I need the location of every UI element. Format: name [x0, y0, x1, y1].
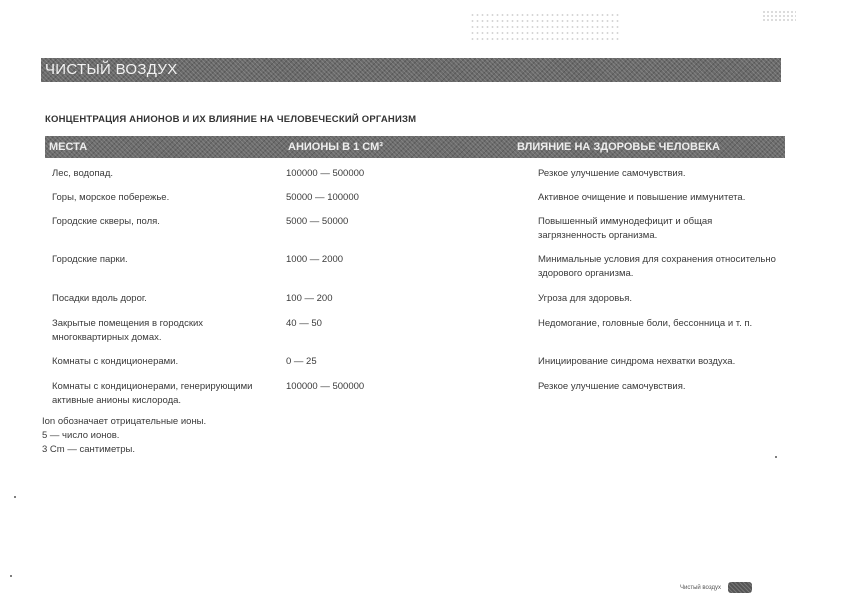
cell-place: Городские парки. — [52, 254, 128, 265]
cell-effect: Активное очищение и повышение иммунитета. — [538, 192, 746, 203]
cell-place: Городские скверы, поля. — [52, 216, 160, 227]
cell-concentration: 1000 — 2000 — [286, 254, 344, 265]
cell-effect: Недомогание, головные боли, бессонница и т. п. — [538, 318, 753, 329]
cell-concentration: 100 — 200 — [286, 293, 333, 304]
cell-place: Горы, морское побережье. — [52, 192, 170, 203]
cell-concentration: 40 — 50 — [286, 318, 322, 329]
footnotes — [42, 415, 206, 457]
header-concentration: АНИОНЫ В 1 СМ³ — [288, 141, 383, 153]
cell-concentration: 50000 — 100000 — [286, 192, 359, 203]
cell-place: Комнаты с кондиционерами. — [52, 356, 179, 367]
scan-dot — [775, 456, 777, 458]
footer-text: Чистый воздух — [680, 584, 721, 591]
cell-effect: Инициирование синдрома нехватки воздуха. — [538, 356, 736, 367]
footnote: Ion обозначает отрицательные ионы. — [42, 416, 207, 427]
cell-effect: Повышенный иммунодефицит и общая загрязненность организма. — [538, 216, 713, 241]
header-place: МЕСТА — [49, 141, 88, 153]
cell-concentration: 5000 — 50000 — [286, 216, 349, 227]
cell-effect: Резкое улучшение самочувствия. — [538, 381, 686, 392]
scan-dot — [10, 575, 12, 577]
cell-concentration: 100000 — 500000 — [286, 168, 365, 179]
document-heading: КОНЦЕНТРАЦИЯ АНИОНОВ И ИХ ВЛИЯНИЕ НА ЧЕЛОВЕЧЕСКИЙ ОРГАНИЗМ — [45, 114, 417, 125]
cell-concentration: 100000 — 500000 — [286, 381, 365, 392]
cell-place: Закрытые помещения в городских многоквартирных домах. — [52, 318, 204, 343]
cell-place: Комнаты с кондиционерами, генерирующими активные анионы кислорода. — [52, 381, 253, 406]
cell-effect: Резкое улучшение самочувствия. — [538, 168, 686, 179]
cell-effect: Минимальные условия для сохранения относительно здорового организма. — [538, 254, 776, 279]
cell-effect: Угроза для здоровья. — [538, 293, 633, 304]
cell-place: Лес, водопад. — [52, 168, 113, 179]
section-title: ЧИСТЫЙ ВОЗДУХ — [45, 61, 178, 78]
cell-place: Посадки вдоль дорог. — [52, 293, 147, 304]
header-effect: ВЛИЯНИЕ НА ЗДОРОВЬЕ ЧЕЛОВЕКА — [517, 141, 720, 153]
footnote: 5 — число ионов. — [42, 430, 120, 441]
footnote: 3 Cm — сантиметры. — [42, 444, 136, 455]
cell-concentration: 0 — 25 — [286, 356, 317, 367]
page-number-badge — [728, 582, 752, 593]
scan-dot — [14, 496, 16, 498]
page-footer — [680, 579, 752, 597]
